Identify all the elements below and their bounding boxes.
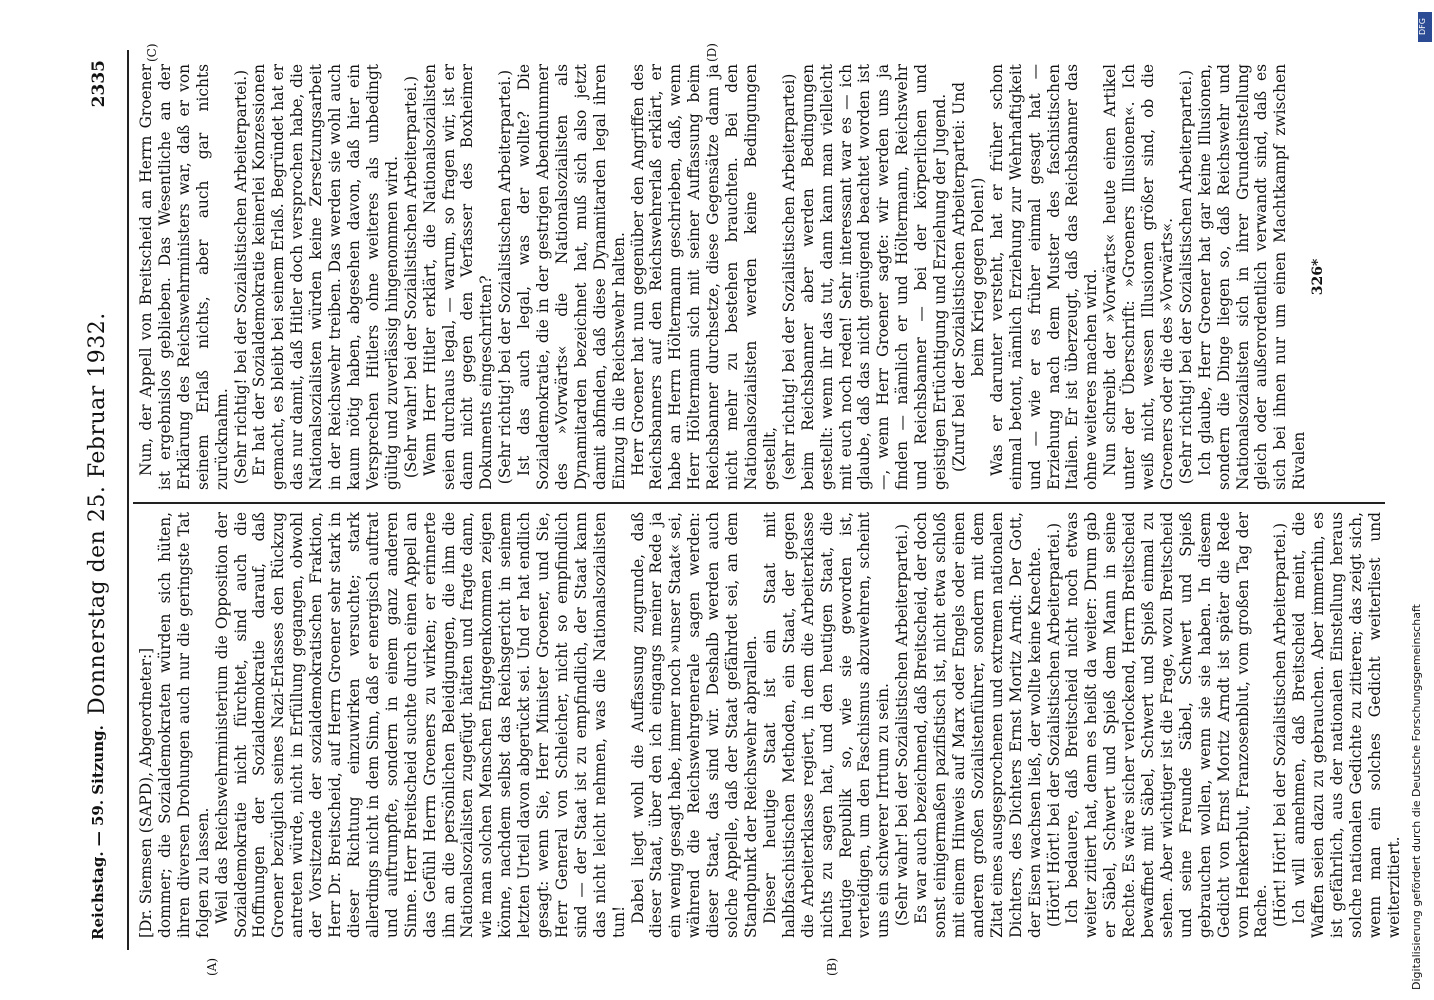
paragraph: Er hat der Sozialdemokratie keinerlei Konzessionen gemacht, es bleibt bei seinem Erlaß. Begründet hat er das nur damit, daß Hitler doch versprochen habe, die Nationalsozialisten würden keine Zersetzungsarbeit in der Reichswehr treiben. Das werden sie wohl auch kaum nötig haben, abgesehen davon, daß hier ein Versprechen Hitlers ohne weiteres als unbedingt gültig und zuverlässig hingenommen wird. — [250, 64, 401, 490]
paragraph: Weil das Reichswehrministerium die Opposition der Sozialdemokratie nicht fürchtet, sind auch die Hoffnungen der Sozialdemokratie darauf, daß Groener bezüglich seines Nazi-Erlasses den Rückzug antreten würde, nicht in Erfüllung gegangen, obwohl der Vorsitzende der sozialdemokratischen Fraktion, Herr Dr. Breitscheid, auf Herrn Groener sehr stark in dieser Richtung einzuwirken versuchte; stark allerdings nicht in dem Sinn, daß er energisch auftrat und auftrumpfte, sondern in einem ganz anderen Sinne. Herr Breitscheid suchte durch einen Appell an das Gefühl Herrn Groeners zu wirken; er erinnerte ihn an die persönlichen Beleidigungen, die ihm die Nationalsozialisten zugefügt hätten und fragte dann, wie man solchen Menschen Entgegenkommen zeigen könne, nachdem selbst das Reichsgericht in seinem letzten Urteil davon abgerückt sei. Und er hat endlich gesagt: wenn Sie, Herr Minister Groener, und Sie, Herr General von Schleicher, nicht so empfindlich sind — der Staat ist zu empfindlich, der Staat kann das nicht leicht nehmen, was die Nationalsozialisten tun! — [212, 512, 628, 938]
right-column — [137, 64, 1328, 490]
margin-marker-b: (B) — [825, 957, 839, 976]
paragraph: Was er darunter versteht, hat er früher schon einmal betont, nämlich Erziehung zur Wehrhaftigkeit und — wie er es früher einmal gesagt hat — Erziehung nach dem Muster des faschistischen Italien. Er ist überzeugt, daß das Reichsbanner das ohne weiteres machen wird. — [987, 64, 1101, 490]
paragraph: Nun schreibt der »Vorwärts« heute einen Artikel unter der Überschrift: »Groeners Illusionen«. Ich weiß nicht, wessen Illusionen größer sind, ob die Groeners oder die des »Vorwärts«. — [1101, 64, 1176, 490]
paragraph: Ich glaube, Herr Groener hat gar keine Illusionen, sondern die Dinge liegen so, daß Reichswehr und Nationalsozialisten sich in ihrer Grundeinstellung gleich oder außerordentlich verwandt sind, daß es sich bei ihnen nur um einen Machtkampf zwischen Rivalen — [1195, 64, 1309, 490]
interjection: (Sehr wahr! bei der Sozialistischen Arbeiterpartei.) — [401, 75, 420, 479]
paragraph: Herr Groener hat nun gegenüber den Angriffen des Reichsbanners auf den Reichswehrerlaß erklärt, er habe an Herrn Höltermann geschrieben, daß, wenn Herr Höltermann sich mit seiner Auffassung beim Reichsbanner durchsetze, diese Gegensätze dann ja nicht mehr zu bestehen brauchten. Bei den Nationalsozialisten werden keine Bedingungen gestellt, — [628, 64, 779, 490]
interjection: (Sehr richtig! bei der Sozialistischen Arbeiterpartei.) — [231, 69, 250, 485]
header-session: Reichstag. — 59. Sitzung. — [89, 725, 107, 940]
credit-text: Digitalisierung gefördert durch die Deutsche Forschungsgemeinschaft — [1410, 604, 1423, 990]
dfg-logo: DFG — [1418, 12, 1432, 42]
paragraph: Nun, der Appell von Breitscheid an Herrn Groener ist ergebnislos geblieben. Das Wesentliche an der Erklärung des Reichswehrministers war, daß er von seinem Erlaß nichts, aber auch gar nichts zurücknahm. — [137, 64, 231, 490]
interjection: (Sehr richtig! bei der Sozialistischen Arbeiterpartei.) — [1176, 69, 1195, 485]
paragraph: Wenn Herr Hitler erklärt, die Nationalsozialisten seien durchaus legal, — warum, so fragen wir, ist er dann nicht gegen den Verfasser des Boxheimer Dokuments eingeschritten? — [420, 64, 496, 490]
interjection: (Sehr richtig! bei der Sozialistischen Arbeiterpartei.) — [496, 69, 515, 485]
interjection: (Sehr wahr! bei der Sozialistischen Arbeiterpartei.) — [893, 523, 912, 927]
left-column — [137, 512, 1404, 938]
rotated-document-page — [85, 43, 1403, 976]
interjection: (Hört! Hört! bei der Sozialistischen Arbeiterpartei.) — [1271, 522, 1290, 928]
margin-marker-a: (A) — [205, 957, 219, 976]
digitization-credit — [1406, 10, 1432, 990]
paragraph: dommer; die Sozialdemokraten würden sich hüten, ihren diversen Drohungen auch nur die geringste Tat folgen zu lassen. — [155, 512, 212, 938]
paragraph: beim Reichsbanner aber werden Bedingungen gestellt: wenn ihr das tut, dann kann man vielleicht mit euch noch reden! Sehr interessant war es — ich glaube, daß das nicht genügend beachtet worden ist —, wenn Herr Groener sagte: wir werden uns ja finden — nämlich er und Höltermann, Reichswehr und Reichsbanner — bei der körperlichen und geistigen Ertüchtigung und Erziehung der Jugend. — [798, 64, 950, 490]
paragraph: Ist das auch legal, was der wollte? Die Sozialdemokratie, die in der gestrigen Abendnummer des »Vorwärts« die Nationalsozialisten als Dynamitarden bezeichnet hat, muß sich also jetzt damit abfinden, daß diese Dynamitarden legal ihren Einzug in die Reichswehr halten. — [515, 64, 628, 490]
paragraph: Ich bedauere, daß Breitscheid nicht noch etwas weiter zitiert hat, denn es heißt da weiter: Drum gab er Säbel, Schwert und Spieß dem Mann in seine Rechte. Es wäre sicher verlockend, Herrn Breitscheid bewaffnet mit Säbel, Schwert und Spieß einmal zu sehen. Aber wichtiger ist die Frage, wozu Breitscheid und seine Freunde Säbel, Schwert und Spieß gebrauchen wollen, wenn sie sie haben. In diesem Gedicht von Ernst Moritz Arndt ist später die Rede vom Henkerblut, Franzosenblut, vom großen Tag der Rache. — [1063, 512, 1271, 938]
margin-marker-d: (D) — [705, 43, 719, 62]
speaker-line: [Dr. Siemsen (SAPD), Abgeordneter:] — [137, 647, 155, 938]
paragraph: Dabei liegt wohl die Auffassung zugrunde, daß dieser Staat, über den ich eingangs meiner Rede ja ein wenig gesagt habe, immer noch »unser Staat« sei, während die Reichswehrgenerale sagen werden: dieser Staat, das sind wir. Deshalb werden auch solche Appelle, daß der Staat gefährdet sei, an dem Standpunkt der Reichswehr abprallen. — [628, 512, 760, 938]
page-number: 2335 — [89, 60, 109, 108]
header-date: Donnerstag den 25. Februar 1932. — [85, 312, 110, 715]
column-divider — [133, 503, 1385, 505]
signature-mark: 326* — [1310, 258, 1327, 296]
interjection: (Zuruf bei der Sozialistischen Arbeiterpartei: Und beim Krieg gegen Polen!) — [949, 81, 987, 473]
interjection: (sehr richtig! bei der Sozialistischen Arbeiterpartei) — [779, 73, 798, 481]
header-rule — [127, 50, 129, 950]
margin-marker-c: (C) — [145, 43, 159, 62]
paragraph: Ich will annehmen, daß Breitscheid meint, die Waffen seien dazu zu gebrauchen. Aber immerhin, es ist gefährlich, aus der nationalen Einstellung heraus solche nationalen Gedichte zu zitieren; das zeigt sich, wenn man ein solches Gedicht weiterliest und weiterzitiert. — [1290, 512, 1403, 938]
interjection: (Hört! Hört! bei der Sozialistischen Arbeiterpartei.) — [1044, 522, 1063, 928]
paragraph: Es war auch bezeichnend, daß Breitscheid, der doch sonst einigermaßen pazifistisch ist, nicht etwa schloß mit einem Hinweis auf Marx oder Engels oder einen anderen großen Sozialistenführer, sondern mit dem Zitat eines ausgesprochenen und extremen nationalen Dichters, des Dichters Ernst Moritz Arndt: Der Gott, der Eisen wachsen ließ, der wollte keine Knechte. — [912, 512, 1044, 938]
page-header — [85, 50, 125, 950]
paragraph: Dieser heutige Staat ist ein Staat mit halbfaschistischen Methoden, ein Staat, der gegen die Arbeiterklasse regiert, in dem die Arbeiterklasse nichts zu sagen hat, und den heutigen Staat, die heutige Republik so, wie sie geworden ist, verteidigen, um den Faschismus abzuwehren, scheint uns ein schwerer Irrtum zu sein. — [760, 512, 893, 938]
